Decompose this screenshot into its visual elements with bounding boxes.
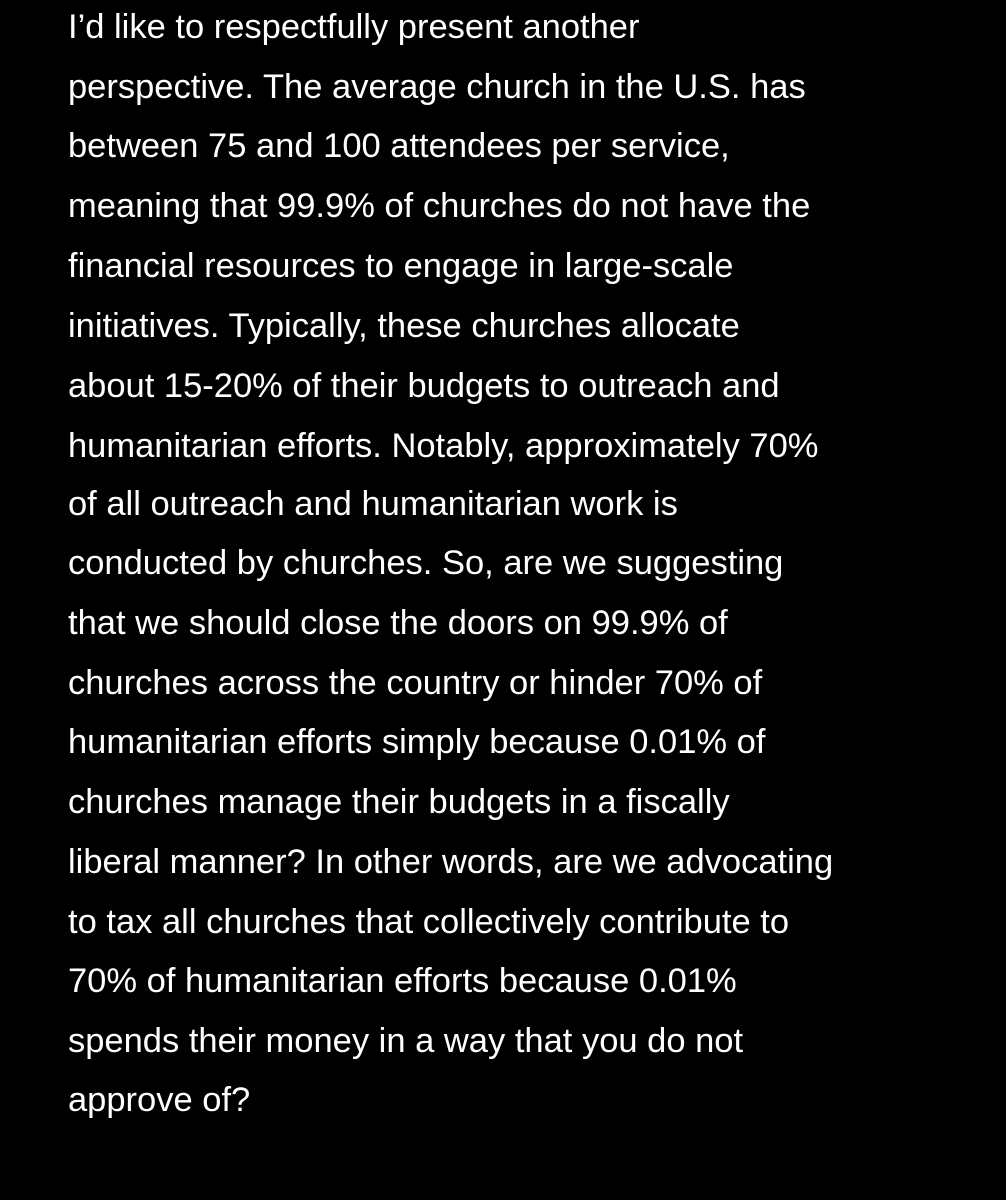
text-line: between 75 and 100 attendees per service, <box>68 127 730 165</box>
text-line: I’d like to respectfully present another <box>68 8 640 46</box>
text-line: humanitarian efforts. Notably, approximately 70% <box>68 427 819 465</box>
text-line: conducted by churches. So, are we suggesting <box>68 544 784 582</box>
text-line: perspective. The average church in the U.S. has <box>68 68 806 106</box>
text-line: spends their money in a way that you do not <box>68 1022 744 1060</box>
text-line: approve of? <box>68 1081 251 1119</box>
text-line: liberal manner? In other words, are we advocating <box>68 843 834 881</box>
text-line: financial resources to engage in large-scale <box>68 247 734 285</box>
text-line: churches manage their budgets in a fiscally <box>68 783 730 821</box>
text-line: humanitarian efforts simply because 0.01% of <box>68 723 766 761</box>
text-line: churches across the country or hinder 70% of <box>68 664 763 702</box>
text-line: to tax all churches that collectively contribute to <box>68 903 790 941</box>
text-line: of all outreach and humanitarian work is <box>68 485 678 523</box>
text-line: 70% of humanitarian efforts because 0.01% <box>68 962 737 1000</box>
text-line: meaning that 99.9% of churches do not have the <box>68 187 811 225</box>
text-line: that we should close the doors on 99.9% of <box>68 604 728 642</box>
text-line: about 15-20% of their budgets to outreach and <box>68 367 780 405</box>
text-line: initiatives. Typically, these churches allocate <box>68 307 740 345</box>
note-text-body <box>68 0 998 1200</box>
